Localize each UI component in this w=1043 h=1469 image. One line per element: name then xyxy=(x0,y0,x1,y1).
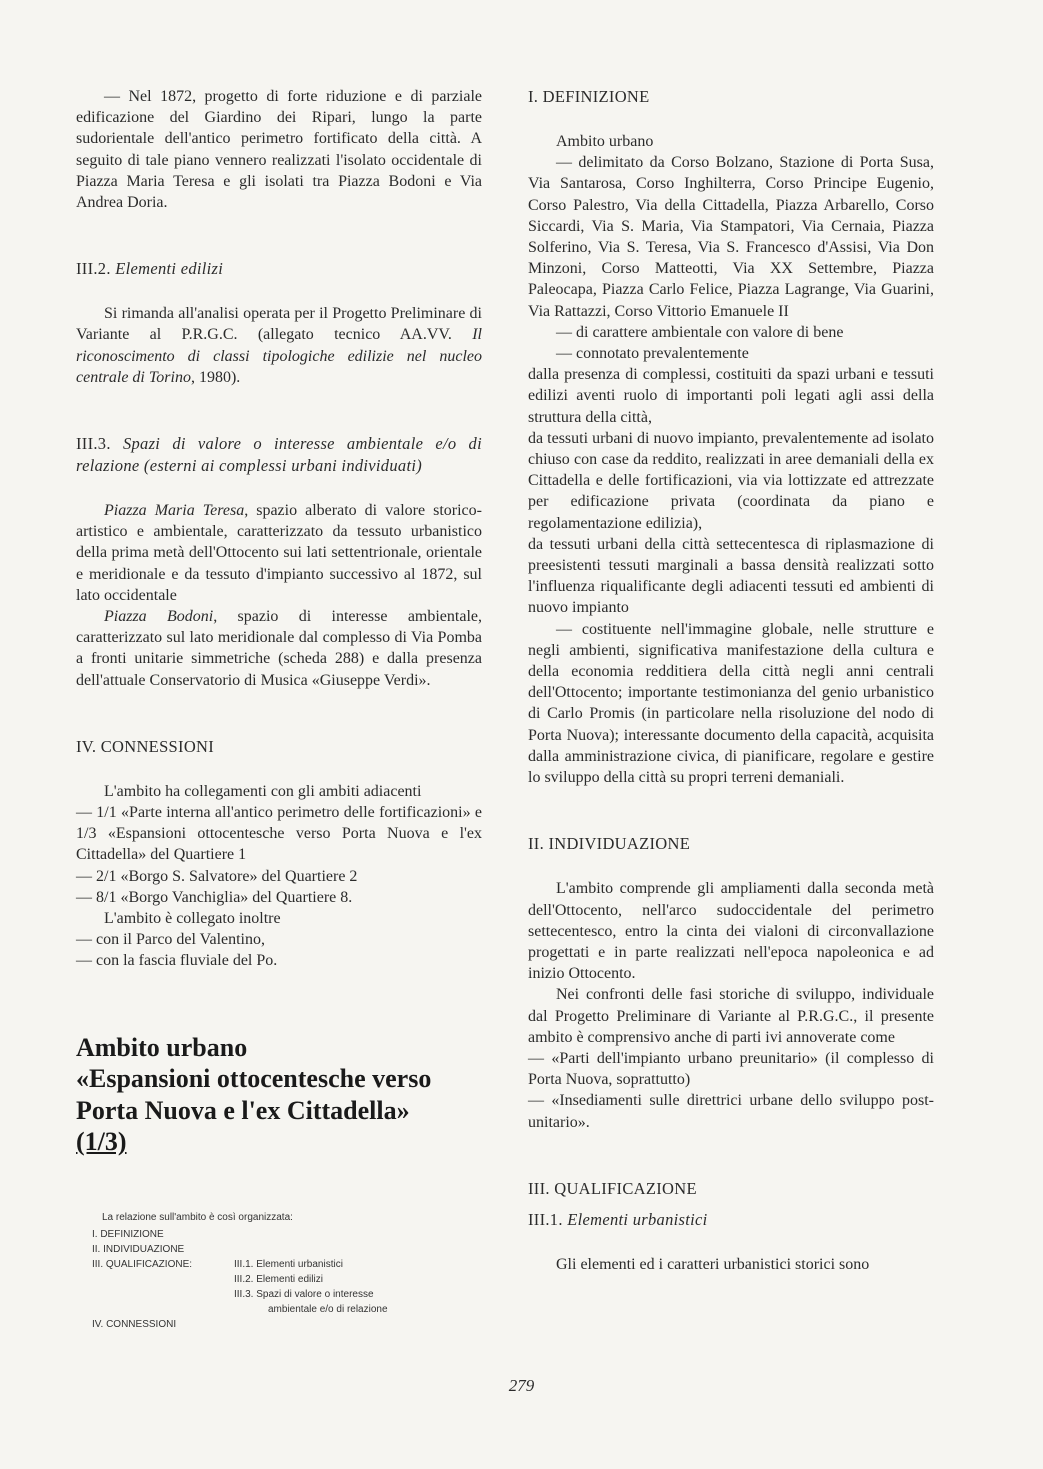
paragraph-piazza-bodoni xyxy=(76,606,482,691)
toc-subsection: III.2. Elementi edilizi xyxy=(234,1273,323,1285)
toc-intro: La relazione sull'ambito è così organizzata: xyxy=(102,1211,293,1223)
toc-section xyxy=(76,1272,234,1287)
toc-section: III. QUALIFICAZIONE: xyxy=(92,1258,193,1270)
toc-row xyxy=(76,1242,482,1257)
text: , 1980). xyxy=(190,368,241,386)
heading-number: III.3. xyxy=(76,434,111,454)
toc-section xyxy=(76,1302,234,1317)
right-column xyxy=(528,86,934,1275)
heading-III: III. QUALIFICAZIONE xyxy=(528,1178,697,1198)
paragraph: Nei confronti delle fasi storiche di sviluppo, individuale dal Progetto Preliminare di Variante al P.R.G.C., il presente ambito è comprensivo anche di parti ivi annoverate come xyxy=(528,986,934,1046)
toc-section: I. DEFINIZIONE xyxy=(92,1228,164,1240)
heading-III1 xyxy=(528,1209,934,1231)
toc-section xyxy=(76,1287,234,1302)
toc-subsection xyxy=(234,1227,482,1242)
toc-section: II. INDIVIDUAZIONE xyxy=(92,1243,185,1255)
page-number: 279 xyxy=(508,1376,535,1395)
text-italic: Il riconoscimento di classi tipologiche edilizie nel nucleo centrale di Torino xyxy=(76,326,482,386)
list-item: — con il Parco del Valentino, xyxy=(76,931,265,949)
title-code: (1/3) xyxy=(76,1127,127,1157)
toc-row xyxy=(76,1302,482,1317)
paragraph-piazza-maria-teresa xyxy=(76,500,482,606)
toc-subsection: III.3. Spazi di valore o interesse xyxy=(234,1288,374,1300)
heading-III2 xyxy=(76,258,482,280)
toc-subsection: III.1. Elementi urbanistici xyxy=(234,1258,343,1270)
heading-I: I. DEFINIZIONE xyxy=(528,87,650,106)
heading-III3 xyxy=(76,433,482,477)
paragraph: L'ambito comprende gli ampliamenti dalla seconda metà dell'Ottocento, nell'arco sudoccidentale del perimetro settecentesco, entro la cinta dei vialoni di circonvallazione progettati e in parte realizzati nell'epoca napoleonica e ad inizio Ottocento. xyxy=(528,880,934,983)
paragraph: da tessuti urbani della città settecentesca di riplasmazione di preesistenti tessuti marginali a bassa densità realizzati sotto l'influenza riqualificante degli adiacenti tessuti ed ambienti di nuovo impianto xyxy=(528,535,934,617)
paragraph-1872: — Nel 1872, progetto di forte riduzione e di parziale edificazione del Giardino dei Ripari, lungo la parte sudorientale dell'antico perimetro fortificato della città. A seguito di tale piano vennero realizzati l'isolato occidentale di Piazza Maria Teresa e gli isolati tra Piazza Bodoni e Via Andrea Doria. xyxy=(76,88,482,212)
section-title xyxy=(76,1032,482,1158)
title-line: «Espansioni ottocentesche verso xyxy=(76,1064,432,1094)
paragraph: Gli elementi ed i caratteri urbanistici storici sono xyxy=(556,1255,870,1273)
text: , spazio di interesse ambientale, caratterizzato sul lato meridionale dal complesso di Via Pomba a fronti unitarie simmetriche (scheda 288) e dalla presenza dell'attuale Conservatorio di Musica «Giuseppe Verdi». xyxy=(76,608,483,689)
paragraph: da tessuti urbani di nuovo impianto, prevalentemente ad isolato chiuso con case da reddito, realizzati in aree demaniali della ex Cittadella e delle fortificazioni, via via lottizzate ed attrezzate per edificazione privata (coordinata da piano e regolamentazione edilizia), xyxy=(528,429,934,532)
toc-subsection xyxy=(234,1242,482,1257)
paragraph-elementi-edilizi xyxy=(76,303,482,388)
heading-title: Spazi di valore o interesse ambientale e/o di relazione (esterni ai complessi urbani individuati) xyxy=(76,434,482,476)
toc-subsection: ambientale e/o di relazione xyxy=(268,1303,388,1315)
left-column xyxy=(76,86,482,1332)
paragraph: — di carattere ambientale con valore di bene xyxy=(556,323,844,341)
text: , spazio alberato di valore storico-artistico e ambientale, caratterizzato da tessuto urbanistico della prima metà dell'Ottocento sui lati settentrionale, orientale e meridionale e da tessuto d'impianto successivo al 1872, sul lato occidentale xyxy=(76,502,482,604)
title-line: Porta Nuova e l'ex Cittadella» xyxy=(76,1095,410,1125)
paragraph-collegato: L'ambito è collegato inoltre xyxy=(104,910,281,928)
heading-title: Elementi urbanistici xyxy=(567,1209,708,1229)
text-italic: Piazza Bodoni xyxy=(104,608,214,626)
toc-subsection xyxy=(234,1317,482,1332)
list-item: — 2/1 «Borgo S. Salvatore» del Quartiere 2 xyxy=(76,867,358,885)
toc-row xyxy=(76,1257,482,1272)
paragraph: Ambito urbano xyxy=(556,133,654,150)
list-item: — «Parti dell'impianto urbano preunitario» (il complesso di Porta Nuova, soprattutto) xyxy=(528,1049,934,1089)
title-line: Ambito urbano xyxy=(76,1032,248,1062)
toc-row xyxy=(76,1227,482,1242)
text-italic: Piazza Maria Teresa xyxy=(104,502,245,520)
heading-II: II. INDIVIDUAZIONE xyxy=(528,834,691,854)
paragraph: — costituente nell'immagine globale, nelle strutture e negli ambienti, significativa manifestazione della cultura e della economia redditiera della città negli anni centrali dell'Ottocento; importante testimonianza del genio urbanistico di Carlo Promis (in particolare nella risoluzione del nodo di Porta Nuova); interessante documento della capacità, acquisita dalla amministrazione civica, di pianificare, regolare e gestire lo sviluppo della città su propri terreni demaniali. xyxy=(528,620,934,787)
toc-row xyxy=(76,1317,482,1332)
toc-row xyxy=(76,1287,482,1302)
heading-number: III.1. xyxy=(528,1209,563,1229)
heading-title: Elementi edilizi xyxy=(115,259,224,279)
heading-number: III.2. xyxy=(76,259,111,279)
toc-row xyxy=(76,1272,482,1287)
list-item: — 1/1 «Parte interna all'antico perimetro delle fortificazioni» e 1/3 «Espansioni ottocentesche verso Porta Nuova e l'ex Cittadella» del Quartiere 1 xyxy=(76,804,482,864)
text: Si rimanda all'analisi operata per il Progetto Preliminare di Variante al P.R.G.C. (allegato tecnico AA.VV. xyxy=(76,305,482,344)
paragraph: — connotato prevalentemente xyxy=(556,345,749,363)
heading-IV: IV. CONNESSIONI xyxy=(76,736,215,756)
paragraph: — delimitato da Corso Bolzano, Stazione di Porta Susa, Via Santarosa, Corso Inghilterra, Corso Principe Eugenio, Corso Palestro, Via della Cittadella, Piazza Arbarello, Corso Siccardi, Via S. Maria, Via Stampatori, Via Cernaia, Piazza Solferino, Via S. Teresa, Via S. Francesco d'Assisi, Via Don Minzoni, Corso Matteotti, Via XX Settembre, Piazza Paleocapa, Piazza Carlo Felice, Piazza Lagrange, Via Guarini, Via Rattazzi, Corso Vittorio Emanuele II xyxy=(528,154,934,320)
list-item: — con la fascia fluviale del Po. xyxy=(76,952,278,970)
toc-section: IV. CONNESSIONI xyxy=(92,1318,177,1330)
list-item: — 8/1 «Borgo Vanchiglia» del Quartiere 8. xyxy=(76,888,353,906)
list-item: — «Insediamenti sulle direttrici urbane dello sviluppo post-unitario». xyxy=(528,1092,934,1131)
paragraph-connessioni: L'ambito ha collegamenti con gli ambiti adiacenti xyxy=(104,782,422,800)
paragraph: dalla presenza di complessi, costituiti da spazi urbani e tessuti edilizi aventi ruolo di importanti poli legati agli assi della struttura della città, xyxy=(528,366,934,426)
table-of-contents xyxy=(76,1210,482,1332)
